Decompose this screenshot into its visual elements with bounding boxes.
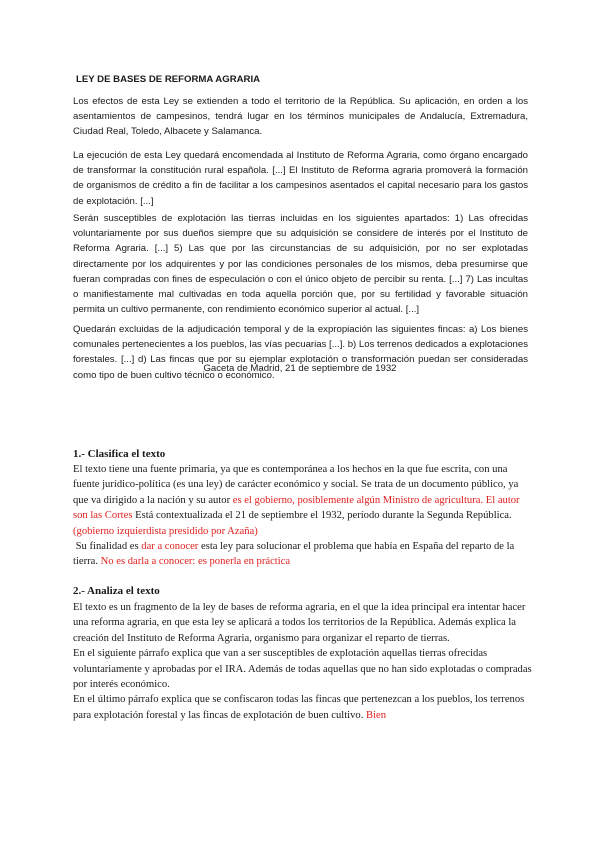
source-citation: Gaceta de Madrid, 21 de septiembre de 1932 xyxy=(203,363,397,374)
law-paragraph-3: Serán susceptibles de explotación las tierras incluidas en los siguientes apartados: 1) Las ofrecidas voluntariamente por sus dueños siempre que su adquisición se considere de interés por el Instituto de Reforma Agraria. [...] 5) Las que por las circunstancias de su adquisición, por no ser explotadas directamente por los adquirentes y por las condiciones personales de los mismos, deba presumirse que fueran compradas con fines de especulación o con el único objeto de percibir su renta. [...] 7) Las incultas o manifiestamente mal cultivadas en toda aquella porción que, por su fertilidad y favorable situación permita un cultivo permanente, con rendimiento económico superior al actual. [...] xyxy=(73,213,528,316)
teacher-correction: es el gobierno, posiblemente algún Ministro de agricultura. El autor son las Cortes xyxy=(73,494,520,522)
answer-text: El texto es un fragmento de la ley de bases de reforma agraria, en el que la idea principal era intentar hacer una reforma agraria, en que esta ley se aplicará a todos los territorios de la República. Además explica la creación del Instituto de Reforma Agraria, organismo para organizar el reparto de tierras. xyxy=(73,602,526,644)
teacher-correction: No es darla a conocer: es ponerla en práctica xyxy=(100,556,291,568)
law-paragraph-2: La ejecución de esta Ley quedará encomendada al Instituto de Reforma Agraria, como órgano encargado de transformar la constitución rural española. [...] El Instituto de Reforma agraria promoverá la formación de organismos de crédito a fin de facilitar a los campesinos asentados el capital necesario para los gastos de explotación. [...] xyxy=(73,150,528,207)
answer-text: Su finalidad es xyxy=(75,541,142,553)
answer-text: esta ley para solucionar el problema que había en España del reparto de la tierra. xyxy=(73,541,515,568)
law-paragraph-1: Los efectos de esta Ley se extienden a todo el territorio de la República. Su aplicación, en orden a los asentamientos de campesinos, tendrá lugar en los términos municipales de Andalucía, Extremadura, Ciudad Real, Toledo, Albacete y Salamanca. xyxy=(73,96,528,138)
answer-text: El texto tiene una fuente primaria, ya que es contemporánea a los hechos en la que fue escrita, con una fuente jurídico-política (es una ley) de carácter económico y social. Se trata de un documento público, ya que va dirigido a la nación y su autor xyxy=(73,464,519,506)
answer-text: En el siguiente párrafo explica que van a ser susceptibles de explotación aquellas tierras ofrecidas voluntariamente y aprobadas por el IRA. Además de todas aquellas que no han sido explotadas o compradas por interés económico. xyxy=(73,648,532,691)
question-2-answer xyxy=(73,600,533,723)
teacher-correction: dar a conocer xyxy=(141,541,199,553)
teacher-correction: (gobierno izquierdista presidido por Azaña) xyxy=(73,525,258,537)
question-2-heading: 2.- Analiza el texto xyxy=(73,585,160,597)
question-1-heading: 1.- Clasifica el texto xyxy=(73,448,166,460)
teacher-correction: Bien xyxy=(366,709,387,721)
law-paragraph-4: Quedarán excluidas de la adjudicación temporal y de la expropiación las siguientes fincas: a) Los bienes comunales pertenecientes a los pueblos, las vías pecuarias [...]. b) Los terrenos dedicados a explotaciones forestales. [...] d) Las fincas que por su ejemplar explotación o transformación puedan ser consideradas como tipo de buen cultivo técnico o económico. xyxy=(73,324,528,381)
answer-text: En el último párrafo explica que se confiscaron todas las fincas que pertenezcan a los pueblos, los terrenos para explotación forestal y las fincas de explotación de buen cultivo. xyxy=(73,694,525,721)
question-1-answer xyxy=(73,462,533,570)
answer-text: Está contextualizada el 21 de septiembre el 1932, período durante la Segunda República. xyxy=(132,510,512,522)
document-title: LEY DE BASES DE REFORMA AGRARIA xyxy=(76,74,261,85)
